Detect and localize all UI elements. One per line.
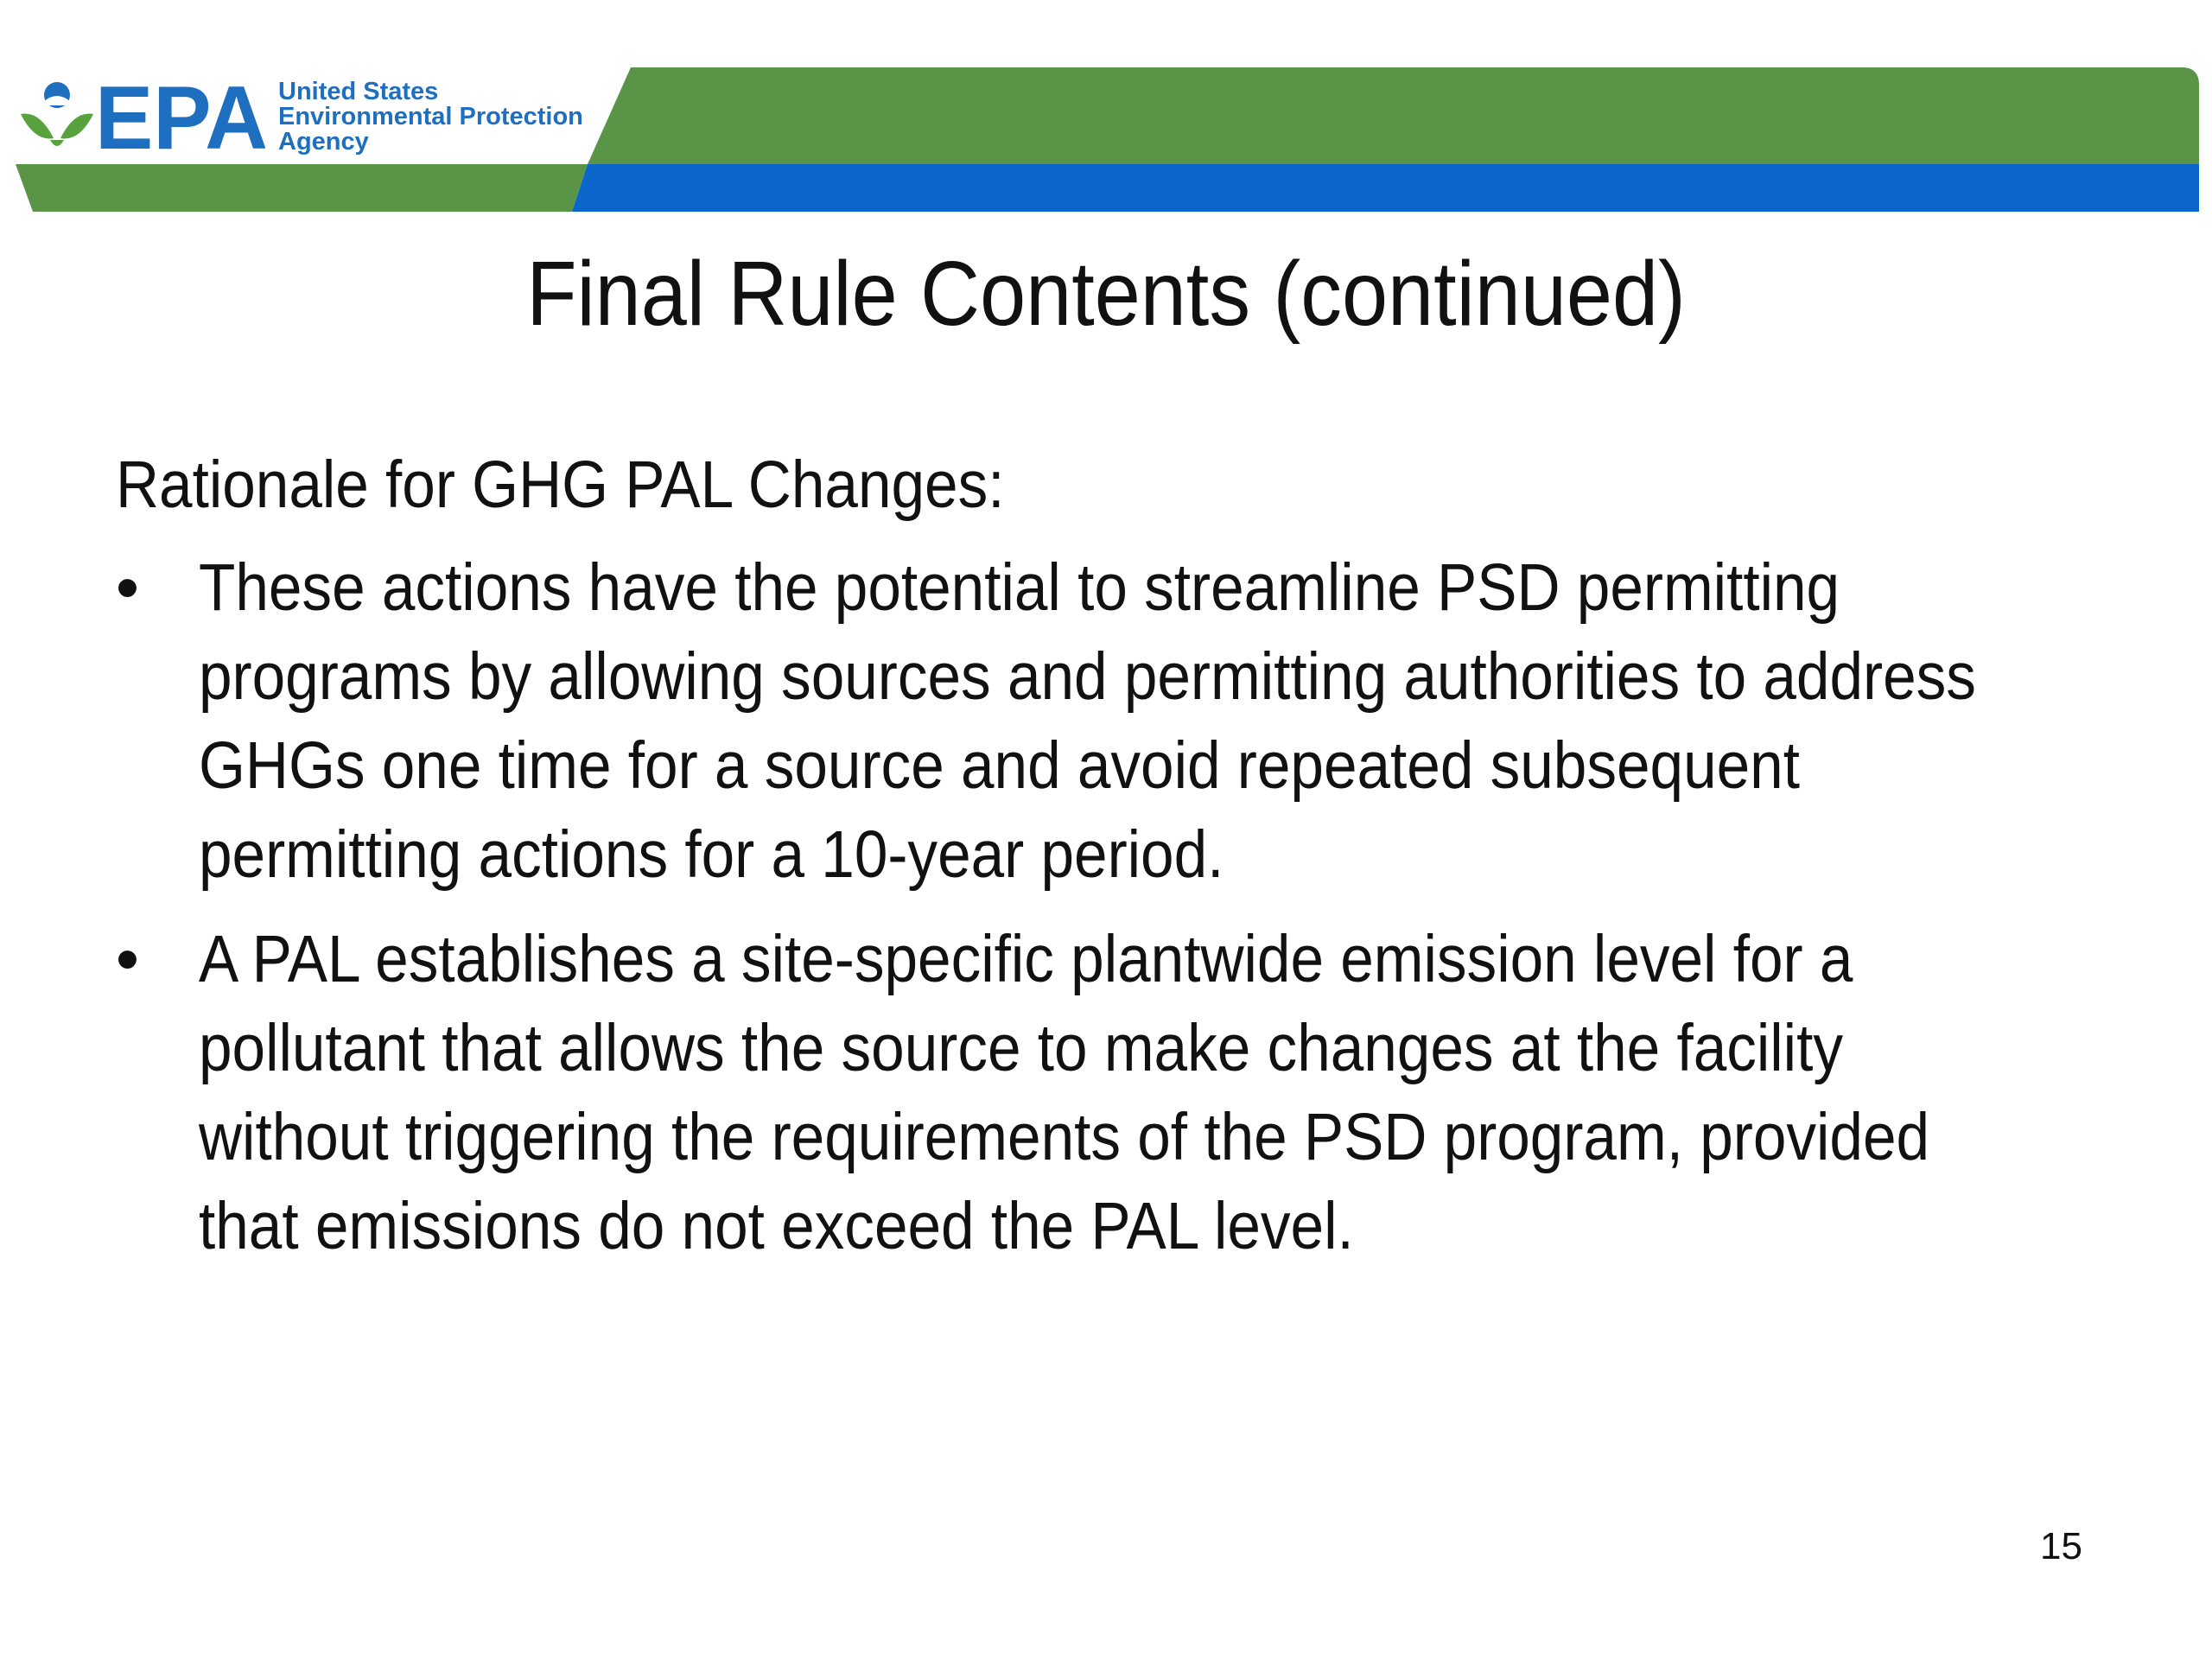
slide-body [116,441,2094,1287]
bullet-text: These actions have the potential to streamline PSD permitting programs by allowing sources and permitting authorities to address GHGs one time for a source and avoid repeated subsequent permitting actions for a 10-year period. [199,550,1976,892]
bullet-item [116,915,2094,1271]
bullet-icon: • [116,550,139,625]
slide-title: Final Rule Contents (continued) [526,243,1686,345]
header-blue-band [572,164,2199,212]
agency-line: United States [278,78,439,105]
agency-line: Agency [278,128,369,156]
agency-name [278,79,583,155]
header-green-lower-band [16,164,588,212]
epa-emblem-icon [21,82,93,146]
header-banner [0,0,2212,225]
header-green-band [588,67,2199,164]
bullet-item [116,543,2094,899]
bullet-icon: • [116,922,139,996]
bullet-text: A PAL establishes a site-specific plantwide emission level for a pollutant that allows the source to make changes at the facility without triggering the requirements of the PSD program, provided that emissions do not exceed the PAL level. [199,922,1930,1263]
agency-line: Environmental Protection [278,103,583,130]
epa-wordmark: EPA [95,68,268,168]
subheading: Rationale for GHG PAL Changes: [116,448,1005,522]
page-number: 15 [2040,1525,2082,1567]
bullet-list [116,543,2094,1271]
